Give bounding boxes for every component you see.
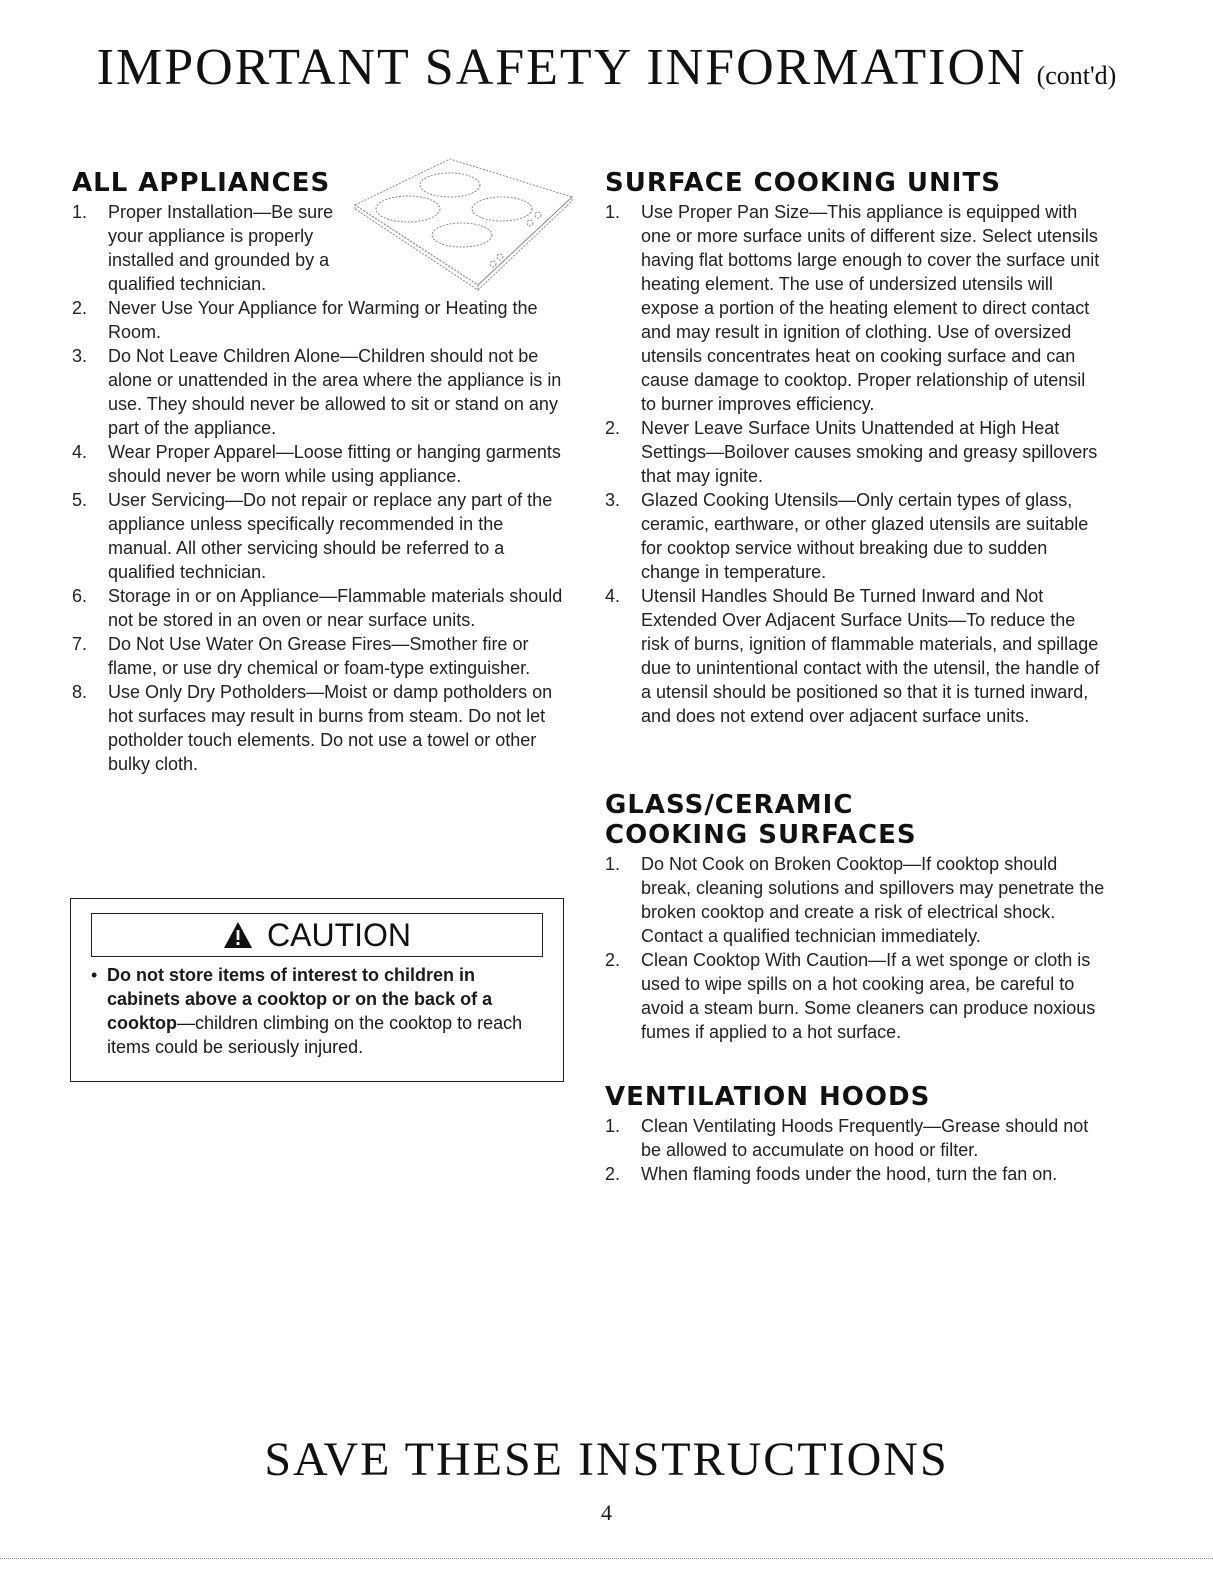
item-number: 1. bbox=[605, 1116, 621, 1136]
item-text: Clean Cooktop With Caution—If a wet sponge or cloth is used to wipe spills on a hot cooking area, be careful to avoid a steam burn. Some cleaners can produce noxious fumes if applied to a hot surface. bbox=[641, 950, 1096, 1042]
item-number: 8. bbox=[72, 682, 88, 702]
item-number: 2. bbox=[605, 1164, 621, 1184]
page-title-main: IMPORTANT SAFETY INFORMATION bbox=[96, 39, 1027, 96]
heading-line: GLASS/CERAMIC bbox=[605, 790, 854, 820]
caution-label: CAUTION bbox=[267, 917, 411, 953]
item-text: Do Not Use Water On Grease Fires—Smother fire or flame, or use dry chemical or foam-type extinguisher. bbox=[108, 634, 531, 678]
item-text: Storage in or on Appliance—Flammable materials should not be stored in an oven or near surface units. bbox=[108, 586, 563, 630]
page-title bbox=[0, 38, 1213, 97]
list-item bbox=[72, 632, 572, 680]
page-title-suffix: (cont'd) bbox=[1036, 61, 1117, 90]
item-text: Do Not Cook on Broken Cooktop—If cooktop should break, cleaning solutions and spillovers may penetrate the broken cooktop and create a risk of electrical shock. Contact a qualified technician immediately. bbox=[641, 854, 1105, 946]
caution-bold-text: Do not store items of interest to children in cabinets above a cooktop or on the back of a cooktop bbox=[107, 965, 493, 1033]
item-number: 2. bbox=[72, 298, 88, 318]
list-item bbox=[72, 680, 572, 776]
right-column bbox=[605, 168, 1105, 1186]
item-number: 5. bbox=[72, 490, 88, 510]
item-text: Utensil Handles Should Be Turned Inward and Not Extended Over Adjacent Surface Units—To reduce the risk of burns, ignition of flammable materials, and spillage due to unintentional contact with the utensil, the handle of a utensil should be positioned so that it is turned inward, and does not extend over adjacent surface units. bbox=[641, 586, 1100, 726]
item-number: 1. bbox=[605, 202, 621, 222]
item-text: Glazed Cooking Utensils—Only certain types of glass, ceramic, earthware, or other glazed utensils are suitable for cooktop service without breaking due to sudden change in temperature. bbox=[641, 490, 1089, 582]
bullet-icon: • bbox=[91, 965, 98, 985]
page-number: 4 bbox=[601, 1500, 612, 1525]
item-text: Never Use Your Appliance for Warming or Heating the Room. bbox=[108, 298, 538, 342]
caution-box bbox=[70, 898, 564, 1082]
list-item bbox=[605, 852, 1105, 948]
item-text: Do Not Leave Children Alone—Children should not be alone or unattended in the area where the appliance is in use. They should never be allowed to sit or stand on any part of the appliance. bbox=[108, 346, 562, 438]
item-number: 7. bbox=[72, 634, 88, 654]
item-text: Use Only Dry Potholders—Moist or damp potholders on hot surfaces may result in burns from steam. Do not let potholder touch elements. Do not use a towel or other bulky cloth. bbox=[108, 682, 553, 774]
list-item bbox=[72, 344, 572, 440]
all-appliances-list bbox=[72, 200, 572, 776]
list-item bbox=[605, 200, 1105, 416]
heading-line: COOKING SURFACES bbox=[605, 820, 917, 850]
item-text: User Servicing—Do not repair or replace any part of the appliance unless specifically recommended in the manual. All other servicing should be referred to a qualified technician. bbox=[108, 490, 553, 582]
section-heading-glass-ceramic bbox=[605, 790, 1105, 850]
glass-ceramic-list bbox=[605, 852, 1105, 1044]
section-heading-surface-units: SURFACE COOKING UNITS bbox=[605, 168, 1001, 198]
ventilation-list bbox=[605, 1114, 1105, 1186]
save-instructions-footer: SAVE THESE INSTRUCTIONS bbox=[264, 1433, 949, 1486]
section-heading-all-appliances: ALL APPLIANCES bbox=[72, 168, 331, 198]
caution-text bbox=[91, 963, 547, 1059]
item-text: Proper Installation—Be sure your appliance is properly installed and grounded by a qualified technician. bbox=[108, 202, 334, 294]
item-text: Never Leave Surface Units Unattended at High Heat Settings—Boilover causes smoking and greasy spillovers that may ignite. bbox=[641, 418, 1098, 486]
item-text: When flaming foods under the hood, turn the fan on. bbox=[641, 1164, 1058, 1184]
caution-banner bbox=[91, 913, 543, 957]
all-appliances-section bbox=[72, 168, 572, 776]
item-number: 2. bbox=[605, 418, 621, 438]
list-item bbox=[72, 584, 572, 632]
item-text: Clean Ventilating Hoods Frequently—Grease should not be allowed to accumulate on hood or filter. bbox=[641, 1116, 1089, 1160]
list-item bbox=[72, 296, 572, 344]
warning-triangle-icon bbox=[223, 921, 253, 949]
item-text: Wear Proper Apparel—Loose fitting or hanging garments should never be worn while using appliance. bbox=[108, 442, 561, 486]
footer-divider bbox=[0, 1558, 1213, 1559]
item-number: 4. bbox=[605, 586, 621, 606]
list-item bbox=[605, 1162, 1105, 1186]
list-item bbox=[605, 948, 1105, 1044]
list-item bbox=[605, 488, 1105, 584]
section-heading-ventilation: VENTILATION HOODS bbox=[605, 1082, 931, 1112]
list-item bbox=[72, 488, 572, 584]
list-item bbox=[605, 1114, 1105, 1162]
item-number: 1. bbox=[605, 854, 621, 874]
list-item bbox=[605, 584, 1105, 728]
item-number: 2. bbox=[605, 950, 621, 970]
item-number: 6. bbox=[72, 586, 88, 606]
item-number: 3. bbox=[72, 346, 88, 366]
list-item bbox=[605, 416, 1105, 488]
surface-units-list bbox=[605, 200, 1105, 728]
item-number: 4. bbox=[72, 442, 88, 462]
item-number: 1. bbox=[72, 202, 88, 222]
list-item bbox=[72, 200, 572, 296]
caution-rest-text: —children climbing on the cooktop to reach items could be seriously injured. bbox=[107, 1013, 523, 1057]
item-number: 3. bbox=[605, 490, 621, 510]
list-item bbox=[72, 440, 572, 488]
item-text: Use Proper Pan Size—This appliance is equipped with one or more surface units of different size. Select utensils having flat bottoms large enough to cover the surface unit heating element. The use of undersized utensils will expose a portion of the heating element to direct contact and may result in ignition of clothing. Use of oversized utensils concentrates heat on cooking surface and can cause damage to cooktop. Proper relationship of utensil to burner improves efficiency. bbox=[641, 202, 1100, 414]
